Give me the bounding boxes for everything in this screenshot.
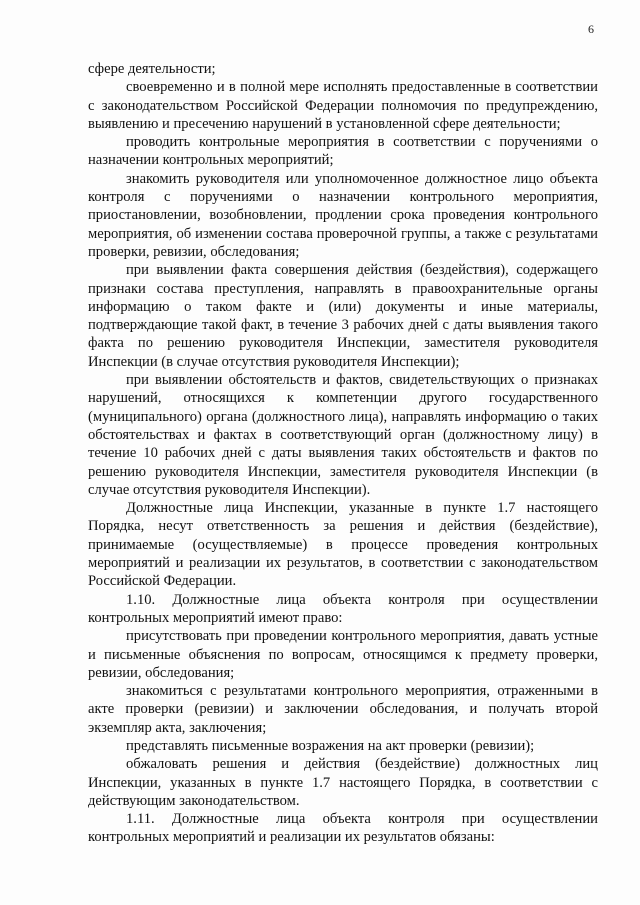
paragraph: при выявлении обстоятельств и фактов, свидетельствующих о признаках нарушений, относящихся к компетенции другого государственного (муниципального) органа (должностного лица), направлять информацию о таких обстоятельствах и фактах в соответствующий орган (должностному лицу) в течение 10 рабочих дней с даты выявления таких обстоятельств и фактов по решению руководителя Инспекции, заместителя руководителя Инспекции (в случае отсутствия руководителя Инспекции). xyxy=(88,372,598,498)
paragraph: обжаловать решения и действия (бездействие) должностных лиц Инспекции, указанных в пункте 1.7 настоящего Порядка, в соответствии с действующим законодательством. xyxy=(88,756,598,809)
page-number: 6 xyxy=(588,22,594,36)
paragraph: проводить контрольные мероприятия в соответствии с поручениями о назначении контрольных мероприятий; xyxy=(88,134,598,169)
paragraph: Должностные лица Инспекции, указанные в пункте 1.7 настоящего Порядка, несут ответственность за решения и действия (бездействие), принимаемые (осуществляемые) в процессе проведения контрольных мероприятий и реализации их результатов, в соответствии с законодательством Российской Федерации. xyxy=(88,500,598,590)
paragraph: сфере деятельности; xyxy=(88,61,216,77)
paragraph: 1.10. Должностные лица объекта контроля при осуществлении контрольных мероприятий имеют право: xyxy=(88,591,598,626)
paragraph: представлять письменные возражения на акт проверки (ревизии); xyxy=(126,737,535,754)
paragraph: знакомиться с результатами контрольного мероприятия, отраженными в акте проверки (ревизии) и заключении обследования, и получать второй экземпляр акта, заключения; xyxy=(88,683,598,736)
paragraph: своевременно и в полной мере исполнять предоставленные в соответствии с законодательством Российской Федерации полномочия по предупреждению, выявлению и пресечению нарушений в установленной сфере деятельности; xyxy=(88,79,598,132)
paragraph: присутствовать при проведении контрольного мероприятия, давать устные и письменные объяснения по вопросам, относящимся к предмету проверки, ревизии, обследования; xyxy=(88,628,598,681)
document-body xyxy=(88,60,598,847)
paragraph: знакомить руководителя или уполномоченное должностное лицо объекта контроля с поручениями о назначении контрольного мероприятия, приостановлении, возобновлении, продлении срока проведения контрольного мероприятия, об изменении состава проверочной группы, а также с результатами проверки, ревизии, обследования; xyxy=(88,170,598,260)
paragraph: 1.11. Должностные лица объекта контроля при осуществлении контрольных мероприятий и реализации их результатов обязаны: xyxy=(88,811,598,846)
paragraph: при выявлении факта совершения действия (бездействия), содержащего признаки состава преступления, направлять в правоохранительные органы информацию о таком факте и (или) документы и иные материалы, подтверждающие такой факт, в течение 3 рабочих дней с даты выявления такого факта по решению руководителя Инспекции, заместителя руководителя Инспекции (в случае отсутствия руководителя Инспекции); xyxy=(88,262,598,370)
